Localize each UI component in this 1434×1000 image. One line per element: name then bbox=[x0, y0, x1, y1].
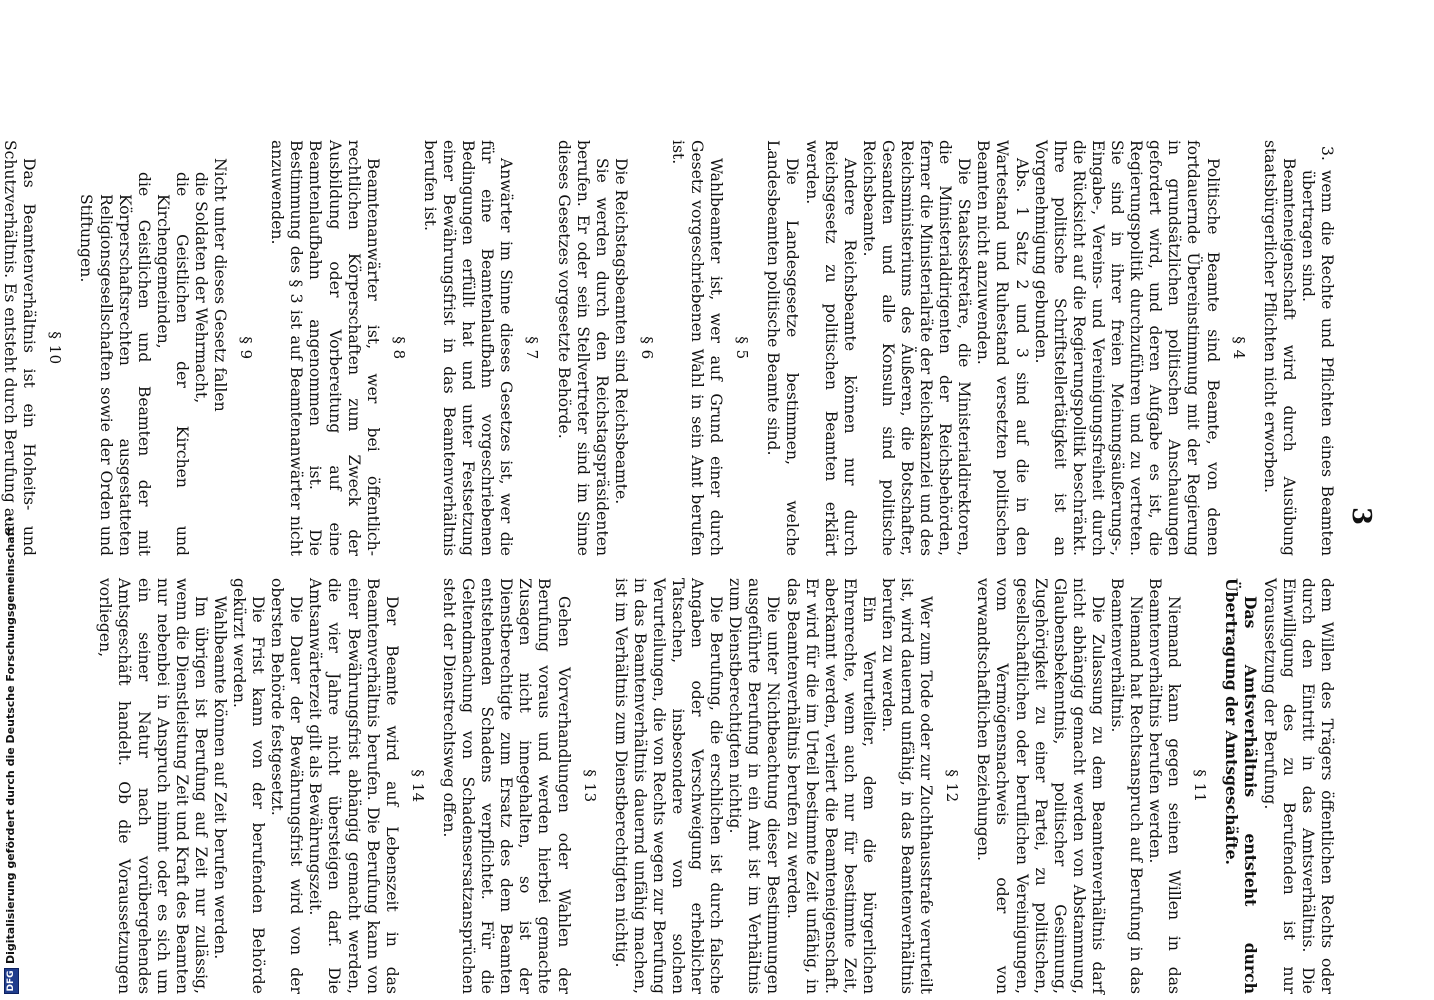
paragraph: Die Frist kann von der berufenden Behörde gekürzt werden. bbox=[230, 578, 268, 994]
paragraph: Anwärter im Sinne dieses Gesetzes ist, wer die für eine Beamtenlaufbahn vorgeschriebenen Bedingungen erfüllt hat und unter Festsetzung einer Bewährungsfrist in das Beamtenverhältnis berufen ist. bbox=[420, 140, 516, 556]
paragraph: Beamtenanwärter ist, wer bei öffentlich-rechtlichen Körperschaften zum Zweck der Ausbildung oder Vorbereitung auf eine Beamtenlaufbahn angenommen ist. Die Bestimmung des § 3 ist auf Beamtenanwärter nicht anzuwenden. bbox=[268, 140, 382, 556]
list-item: die Soldaten der Wehrmacht, bbox=[192, 172, 211, 404]
item-text: wenn die Rechte und Pflichten eines Beamten übertragen sind. bbox=[1298, 170, 1336, 556]
list-item: die Geistlichen und Beamten der mit Körperschaftsrechten ausgestatteten Religionsgesellschaften sowie der Orden und Stiftungen. bbox=[77, 172, 153, 556]
paragraph: Niemand hat Rechtsanspruch auf Berufung in das Beamtenverhältnis. bbox=[1108, 578, 1146, 994]
digitization-footer bbox=[0, 0, 26, 1000]
paragraph: Wahlbeamter ist, wer auf Grund einer durch Gesetz vorgeschriebenen Wahl in sein Amt berufen ist. bbox=[669, 140, 726, 556]
paragraph: Das Beamtenverhältnis ist ein Hoheits- und Schutzverhältnis. Es entsteht durch Berufung aus bbox=[1, 140, 39, 556]
paragraph: Im übrigen ist Berufung auf Zeit nur zulässig, wenn die Dienstleistung Zeit und Kraft des Beamten nur nebenbei in Anspruch nimmt oder es sich um ein seiner Natur nach vorübergehendes Amtsgeschäft handelt. Ob die Voraussetzungen vorliegen, bbox=[96, 578, 210, 994]
paragraph: Der Beamte wird auf Lebenszeit in das Beamtenverhältnis berufen. Die Berufung kann von einer Bewährungsfrist abhängig gemacht werden, die vier Jahre nicht übersteigen darf. Die Amtsanwärterzeit gilt als Bewährungszeit. bbox=[306, 578, 401, 994]
section-heading: § 13 bbox=[580, 769, 599, 803]
paragraph: Die unter Nichtbeachtung dieser Bestimmungen ausgeführte Berufung in ein Amt ist im Verhältnis zum Dienstberechtigten nichtig. bbox=[726, 578, 783, 994]
page-number: 3 bbox=[1346, 506, 1376, 526]
paragraph: Das Amtsverhältnis entsteht durch Übertragung der Amtsgeschäfte. bbox=[1221, 578, 1260, 994]
section-heading: § 11 bbox=[1191, 769, 1210, 803]
paragraph: Wer zum Tode oder zur Zuchthausstrafe verurteilt ist, wird dauernd unfähig, in das Beamtenverhältnis berufen zu werden. bbox=[879, 578, 936, 994]
section-heading: § 8 bbox=[389, 336, 408, 360]
paragraph: Die Zulassung zu dem Beamtenverhältnis darf nicht abhängig gemacht werden von Abstammung, Glaubensbekenntnis, politischer Gesinnung, Zugehörigkeit zu einer Partei, zu politischen, gesellschaftlichen oder beruflichen Vereinigungen, vom Vermögensnachweis oder von verwandtschaftlichen Beziehungen. bbox=[974, 578, 1107, 994]
paragraph: Die Staatssekretäre, die Ministerialdirektoren, die Ministerialdirigenten der Reichsbehörden, ferner die Ministerialräte der Reichskanzlei und des Reichsministeriums des Äußeren, die Botschafter, Gesandten und alle Konsuln sind politische Reichsbeamte. bbox=[859, 140, 974, 556]
paragraph: Die Dauer der Bewährungsfrist wird von der obersten Behörde festgesetzt. bbox=[268, 578, 306, 994]
paragraph: Niemand kann gegen seinen Willen in das Beamtenverhältnis berufen werden. bbox=[1146, 578, 1184, 994]
section-heading: § 12 bbox=[943, 769, 962, 803]
section-heading: § 10 bbox=[46, 331, 65, 365]
section-heading: § 14 bbox=[408, 769, 427, 803]
paragraph: Die Reichstagsbeamten sind Reichsbeamte. bbox=[611, 158, 630, 505]
dfg-logo: DFG bbox=[4, 968, 19, 994]
paragraph: Die Landesgesetze bestimmen, welche Landesbeamten politische Beamte sind. bbox=[764, 140, 802, 556]
paragraph: Ein Verurteilter, dem die bürgerlichen Ehrenrechte, wenn auch nur für bestimmte Zeit, aberkannt werden, verliert die Beamteneigenschaft. Er wird für die im Urteil bestimmte Zeit unfähig, in das Beamtenverhältnis berufen zu werden. bbox=[783, 578, 878, 994]
paragraph: Andere Reichsbeamte können nur durch Reichsgesetz zu politischen Beamten erklärt werden. bbox=[802, 140, 859, 556]
paragraph: Die Berufung, die erschlichen ist durch falsche Angaben oder Verschweigung erheblicher Tatsachen, insbesondere von solchen Verurteilungen, die von Rechts wegen zur Berufung in das Beamtenverhältnis dauernd unfähig machen, ist im Verhältnis zum Dienstberechtigten nichtig. bbox=[611, 578, 726, 994]
paragraph: Gehen Vorverhandlungen oder Wahlen der Berufung voraus und werden hierbei gemachte Zusagen nicht innegehalten, so ist der Dienstberechtigte zum Ersatz des dem Beamten entstehenden Schadens verpflichtet. Für die Geltendmachung von Schadensersatzansprüchen steht der Dienstrechtsweg offen. bbox=[439, 578, 573, 994]
right-column bbox=[95, 578, 1336, 994]
paragraph: Sie werden durch den Reichstagspräsidenten berufen. Er oder sein Stellvertreter sind im Sinne dieses Gesetzes vorgesetzte Behörde. bbox=[554, 140, 611, 556]
footer-credit-text: Digitalisierung gefördert durch die Deutsche Forschungsgemeinschaft • bbox=[4, 515, 17, 964]
paragraph: Nicht unter dieses Gesetz fallen bbox=[211, 158, 230, 412]
paragraph: Abs. 1 Satz 2 und 3 sind auf die in den Wartestand und Ruhestand versetzten politischen Beamten nicht anzuwenden. bbox=[974, 140, 1031, 556]
paragraph: Politische Beamte sind Beamte, von denen fortdauernde Übereinstimmung mit der Regierung in grundsätzlichen politischen Anschauungen gefordert wird, und deren Aufgabe es ist, die Regierungspolitik durchzuführen und zu vertreten. Sie sind in ihrer freien Meinungsäußerungs-, Eingabe-, Vereins- und Vereinigungsfreiheit durch die Rücksicht auf die Regierungspolitik beschränkt. Ihre politische Schriftstellertätigkeit ist an Vorgenehmigung gebunden. bbox=[1031, 140, 1222, 556]
section-heading: § 7 bbox=[523, 336, 542, 360]
section-heading: § 4 bbox=[1229, 336, 1248, 360]
section-heading: § 6 bbox=[637, 336, 656, 360]
list-item: die Geistlichen der Kirchen und Kirchengemeinden, bbox=[153, 172, 191, 556]
section-heading: § 9 bbox=[237, 336, 256, 360]
left-column bbox=[0, 140, 1336, 556]
paragraph: dem Willen des Trägers öffentlichen Rechts oder durch den Eintritt in das Amtsverhältnis. Die Einwilligung des zu Berufenden ist nur Voraussetzung der Berufung. bbox=[1260, 578, 1336, 994]
section-heading: § 5 bbox=[733, 336, 752, 360]
paragraph: Beamteneigenschaft wird durch Ausübung staatsbürgerlicher Pflichten nicht erworben. bbox=[1260, 140, 1298, 556]
numbered-item bbox=[1298, 140, 1336, 556]
item-number: 3. bbox=[1318, 146, 1336, 161]
paragraph: Wahlbeamte können auf Zeit berufen werden. bbox=[210, 596, 229, 960]
